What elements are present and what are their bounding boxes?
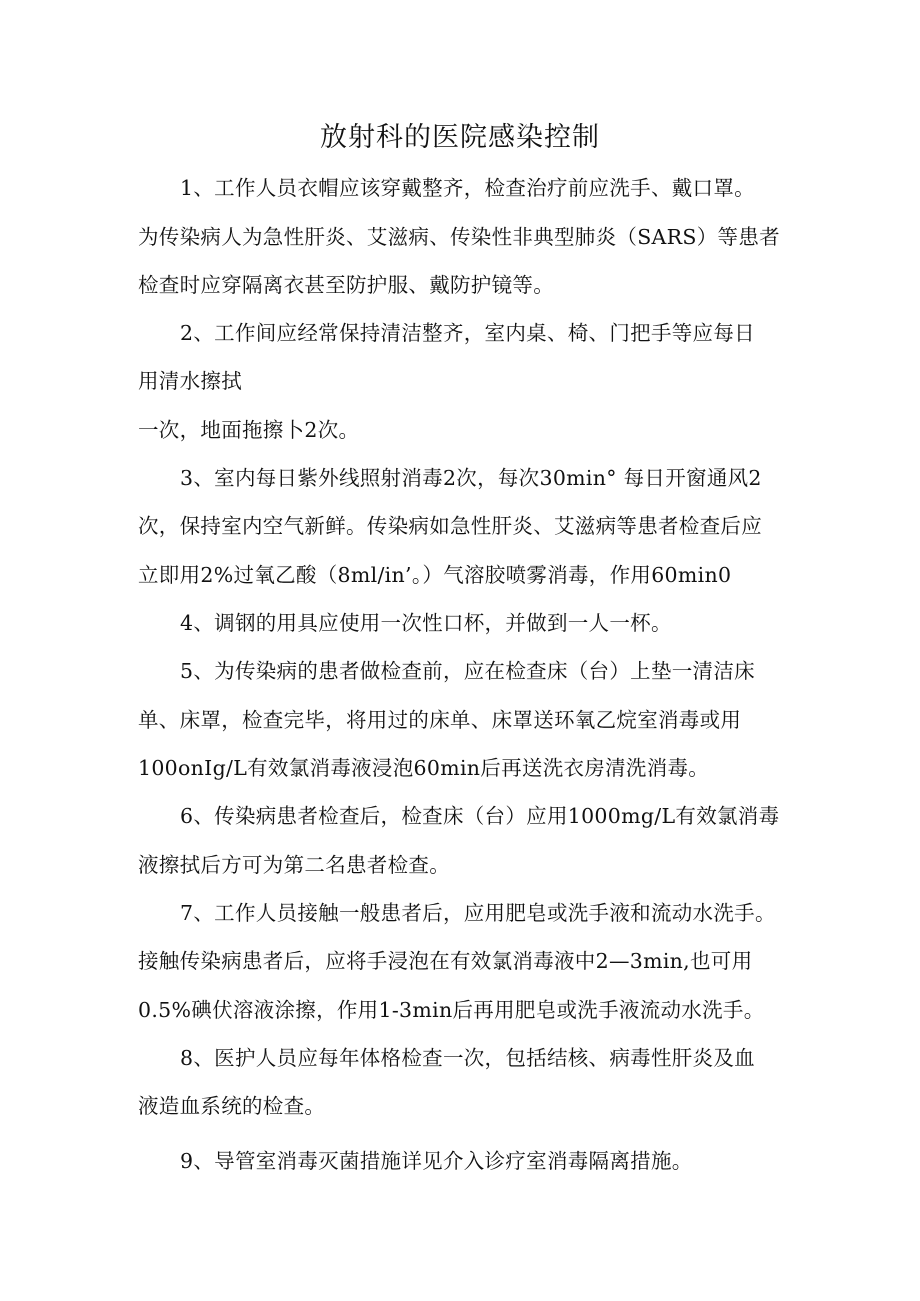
text-line: 6、传染病患者检查后，检查床（台）应用1000mg/L有效氯消毒	[180, 804, 780, 828]
text-line: 100onIg/L有效氯消毒液浸泡60min后再送洗衣房清洗消毒。	[138, 756, 710, 780]
text-line: 1、工作人员衣帽应该穿戴整齐，检查治疗前应洗手、戴口罩。	[180, 176, 755, 200]
text-line: 3、室内每日紫外线照射消毒2次，每次30min° 每日开窗通风2	[180, 466, 762, 490]
text-line: 4、调钢的用具应使用一次性口杯，并做到一人一杯。	[180, 611, 672, 635]
text-line: 5、为传染病的患者做检查前，应在检查床（台）上垫一清洁床	[180, 659, 755, 683]
text-line: 液造血系统的检查。	[138, 1094, 326, 1118]
page-title: 放射科的医院感染控制	[320, 122, 600, 153]
text-line: 0.5%碘伏溶液涂擦，作用1-3min后再用肥皂或洗手液流动水洗手。	[138, 998, 765, 1022]
text-line: 检查时应穿隔离衣甚至防护服、戴防护镜等。	[138, 273, 554, 297]
text-line: 为传染病人为急性肝炎、艾滋病、传染性非典型肺炎（SARS）等患者	[138, 225, 780, 249]
text-line: 8、医护人员应每年体格检查一次，包括结核、病毒性肝炎及血	[180, 1046, 755, 1070]
text-line: 接触传染病患者后，应将手浸泡在有效氯消毒液中2—3min,也可用	[138, 949, 753, 973]
text-line: 次，保持室内空气新鲜。传染病如急性肝炎、艾滋病等患者检查后应	[138, 514, 762, 538]
text-line: 7、工作人员接触一般患者后，应用肥皂或洗手液和流动水洗手。	[180, 901, 776, 925]
text-line: 液擦拭后方可为第二名患者检查。	[138, 853, 450, 877]
text-line: 一次，地面拖擦卜2次。	[138, 418, 360, 442]
text-line: 用清水擦拭	[138, 369, 242, 393]
text-line: 9、导管室消毒灭菌措施详见介入诊疗室消毒隔离措施。	[180, 1149, 693, 1173]
text-line: 单、床罩，检查完毕，将用过的床单、床罩送环氧乙烷室消毒或用	[138, 708, 742, 732]
text-line: 立即用2%过氧乙酸（8ml/in’。）气溶胶喷雾消毒，作用60min0	[138, 563, 732, 587]
text-line: 2、工作间应经常保持清洁整齐，室内桌、椅、门把手等应每日	[180, 321, 755, 345]
